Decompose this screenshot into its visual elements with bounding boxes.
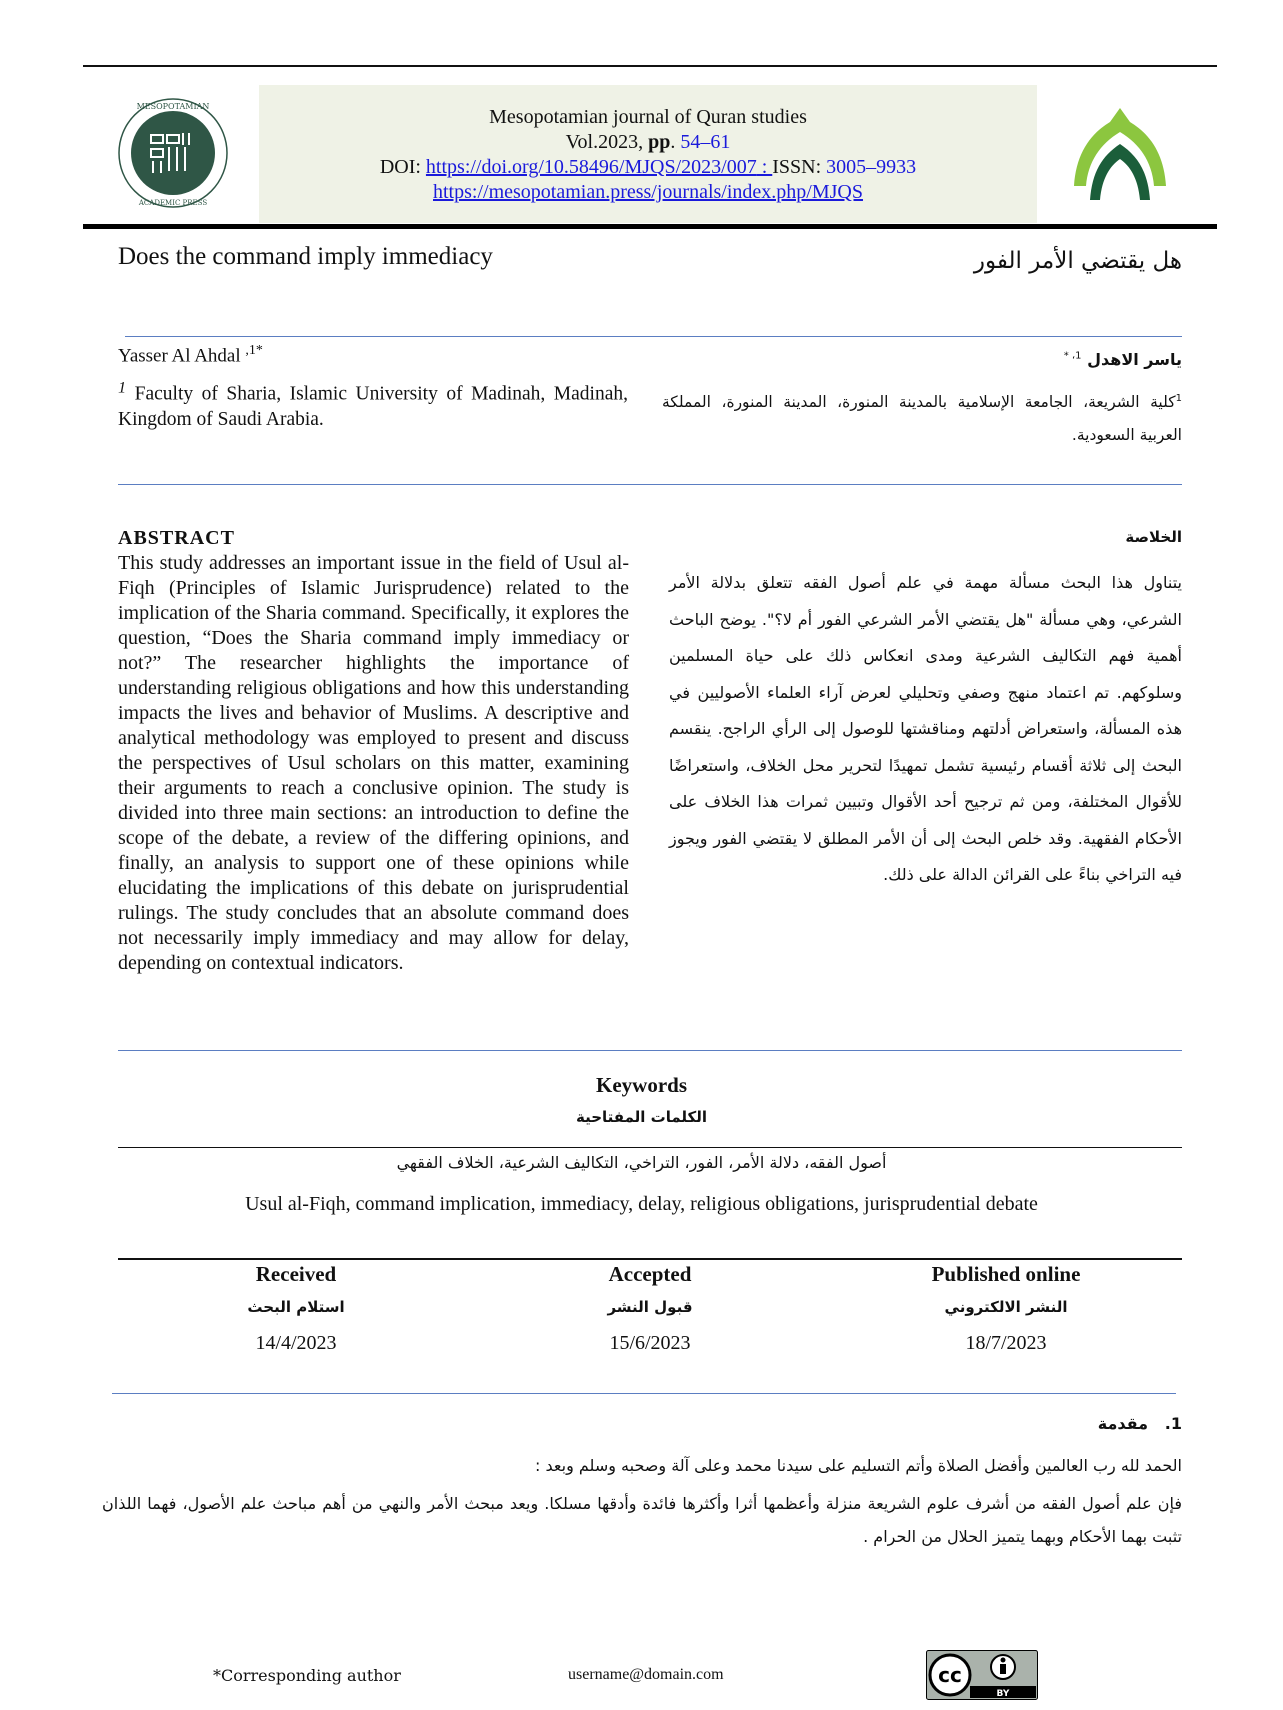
doi-link[interactable]: https://doi.org/10.58496/MJQS/2023/007 — [425, 156, 757, 178]
date-published: Published online النشر الالكتروني 18/7/2023 — [931, 1262, 1081, 1354]
abstract-heading-english: ABSTRACT — [118, 527, 235, 549]
academic-press-logo-icon — [117, 97, 229, 209]
keywords-list-english: Usul al-Fiqh, command implication, immediacy, delay, religious obligations, jurisprudential debate — [245, 1193, 1038, 1215]
section-heading-intro: 1. مقدمة — [1097, 1414, 1182, 1433]
journal-arch-logo-icon — [1070, 104, 1170, 204]
keywords-heading-english: Keywords — [596, 1073, 687, 1097]
keywords-heading-arabic: الكلمات المفتاحية — [575, 1108, 707, 1126]
doi-line: DOI: https://doi.org/10.58496/MJQS/2023/007 : ISSN: 3005–9933 — [379, 156, 917, 178]
affiliation-arabic: $^1$كلية الشريعة، الجامعة الإسلامية بالمدينة المنورة، المدينة المنورة، المملكة العربية السعودية. — [662, 393, 1182, 445]
abstract-arabic: يتناول هذا البحث مسألة مهمة في علم أصول الفقه تتعلق بدلالة الأمر الشرعي، وهي مسألة "هل يقتضي الأمر الشرعي الفور أم لا؟". يوضح الباحث أهمية فهم التكاليف الشرعية ومدى انعكاس ذلك على حياة المسلمين وسلوكهم. تم اعتماد منهج وصفي وتحليلي لعرض آراء العلماء الأصوليين في هذه المسألة، واستعراض أدلتهم ومناقشتها للوصول إلى الرأي الراجح. ينقسم البحث إلى ثلاثة أقسام رئيسية تشمل تمهيدًا لتحرير محل الخلاف، واستعراضًا للأقوال المختلفة، ومن ثم ترجيح أحد الأقوال وتبيين ثمرات هذا الخلاف على الأحكام الفقهية. وقد خلص البحث إلى أن الأمر المطلق لا يقتضي الفور ويجوز فيه التراخي بناءً على القرائن الدالة على ذلك. — [669, 573, 1182, 884]
keywords-rule — [118, 1147, 1182, 1148]
header-bottom-rule — [83, 224, 1217, 229]
corresponding-email[interactable]: username@domain.com — [568, 1666, 724, 1683]
divider-abstract — [118, 1050, 1182, 1051]
dates-rule — [118, 1258, 1182, 1260]
cc-by-license-icon — [926, 1650, 1038, 1700]
doi-separator: : — [756, 156, 773, 178]
journal-volume: Vol.2023, pp. 54–61 — [565, 131, 731, 153]
title-arabic: هل يقتضي الأمر الفور — [973, 248, 1182, 274]
issn-number: 3005–9933 — [826, 156, 917, 178]
date-received: Received استلام البحث 14/4/2023 — [247, 1262, 345, 1354]
keywords-list-arabic: أصول الفقه، دلالة الأمر، الفور، التراخي، التكاليف الشرعية، الخلاف الفقهي — [396, 1153, 887, 1172]
author-name-english: Yasser Al Ahdal $^{,1*}$ — [118, 343, 263, 367]
intro-paragraph-2: فإن علم أصول الفقه من أشرف علوم الشريعة منزلة وأعظمها أثرا وأكثرها فائدة وأدقها مسلكا. ويعد مبحث الأمر والنهي من أهم مباحث علم الأصول، فهما اللذان تثبت بهما الأحكام وبهما يتميز الحلال من الحرام . — [102, 1494, 1182, 1546]
divider-title — [125, 336, 1182, 337]
corresponding-author-note: *Corresponding author — [213, 1666, 401, 1685]
svg-text:cc: cc — [938, 1663, 962, 1687]
journal-header — [259, 85, 1037, 223]
top-rule — [83, 65, 1217, 67]
journal-name: Mesopotamian journal of Quran studies — [489, 106, 807, 128]
page-range: 54–61 — [680, 131, 731, 153]
logo-text-top: MESOPOTAMIAN — [136, 102, 210, 111]
license-label: BY — [996, 1689, 1010, 1699]
title-english: Does the command imply immediacy — [118, 243, 493, 270]
date-accepted: Accepted قبول النشر 15/6/2023 — [607, 1262, 693, 1354]
journal-site-link[interactable]: https://mesopotamian.press/journals/index.php/MJQS — [433, 181, 863, 203]
divider-authors — [118, 484, 1182, 485]
divider-dates — [112, 1393, 1176, 1394]
abstract-heading-arabic: الخلاصة — [1125, 528, 1182, 546]
logo-text-bottom: ACADEMIC PRESS — [138, 199, 208, 207]
intro-paragraph-1: الحمد لله رب العالمين وأفضل الصلاة وأتم التسليم على سيدنا محمد وعلى آلة وصحبه وسلم وبعد : — [535, 1456, 1182, 1475]
author-name-arabic: ياسر الاهدل $^{1، *}$ — [1063, 350, 1182, 369]
abstract-english: This study addresses an important issue in the field of Usul al-Fiqh (Principles of Islamic Jurisprudence) related to the implication of the Sharia command. Specifically, it explores the question, “Does the Sharia command imply immediacy or not?” The researcher highlights the importance of understanding religious obligations and how this understanding impacts the lives and behavior of Muslims. A descriptive and analytical methodology was employed to present and discuss the perspectives of Usul scholars on this matter, examining their arguments to reach a conclusive opinion. The study is divided into three main sections: an introduction to define the scope of the debate, a review of the differing opinions, and finally, an analysis to support one of these opinions while elucidating the implications of this debate on jurisprudential rulings. The study concludes that an absolute command does not necessarily imply immediacy and may allow for delay, depending on contextual indicators. — [118, 552, 629, 974]
affiliation-english: $^1$ Faculty of Sharia, Islamic University of Madinah, Madinah, Kingdom of Saudi Arabia. — [118, 378, 628, 430]
